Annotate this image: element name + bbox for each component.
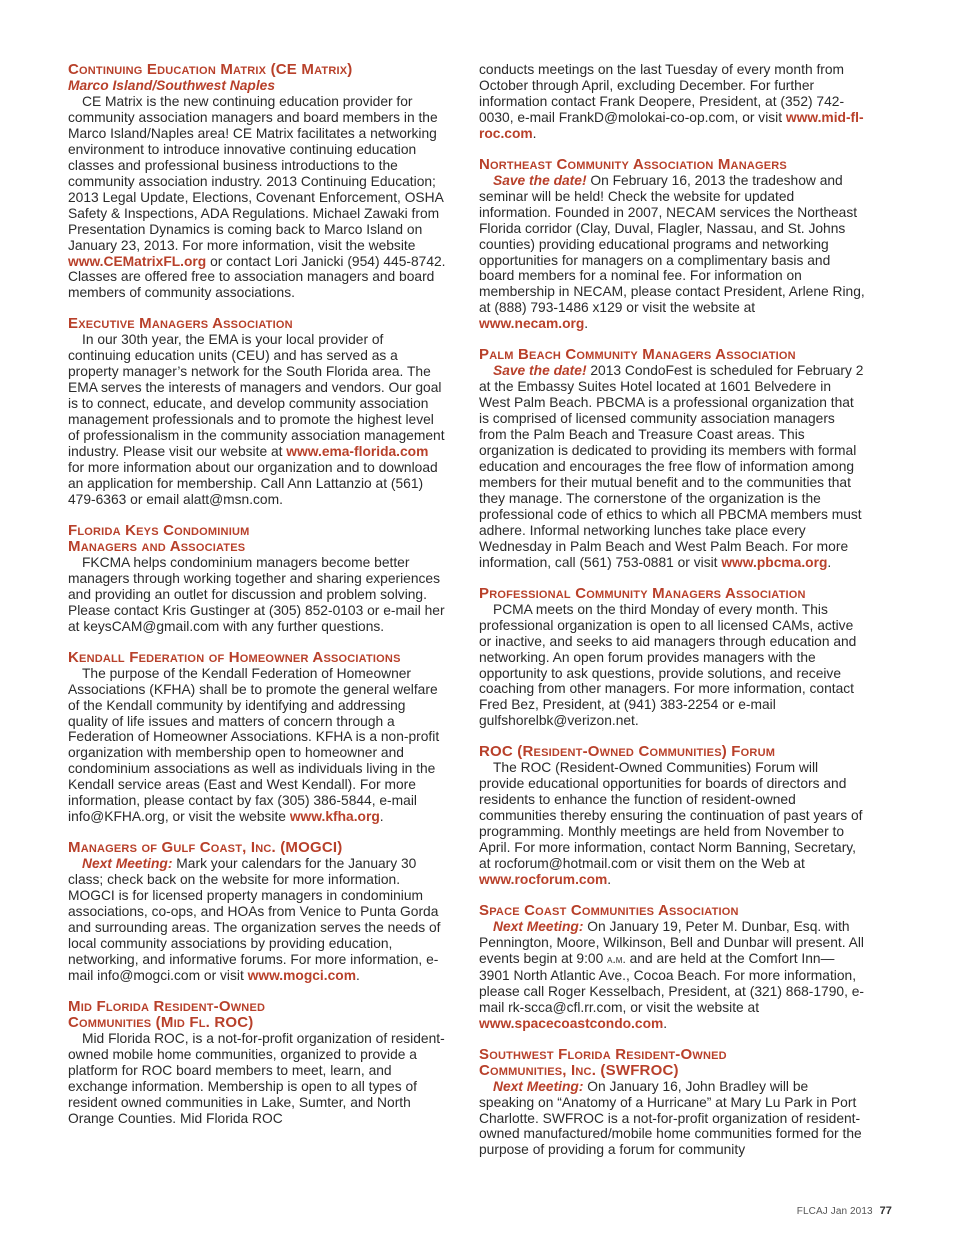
entry-heading: Kendall Federation of Homeowner Associations	[68, 648, 401, 666]
body-text: Mark your calendars for the January 30 class; check back on the website for more information. MOGCI is for licensed property managers in condominium associations, co-ops, and HOAs from Venice to Punta Gorda and surrounding areas. The organization serves the needs of local community associations by providing education, networking, and informative forums. For more information, e-mail info@mogci.com or visit	[68, 856, 441, 983]
body-text: On January 19, Peter M. Dunbar, Esq. with Pennington, Moore, Wilkinson, Bell and Dunbar will present. All events begin at 9:00	[479, 918, 864, 966]
page-number: 77	[879, 1205, 892, 1217]
body-text: In our 30th year, the EMA is your local provider of continuing education units (CEU) and has served as a property manager’s network for the South Florida area. The EMA serves the interests of managers and vendors. Our goal is to connect, educate, and develop community association management professionals and to promote the highest level of professionalism in the community association management industry. Please visit our website at	[68, 332, 445, 460]
entry-body	[68, 666, 448, 826]
entry-body	[68, 555, 448, 635]
website-link[interactable]: www.pbcma.org	[721, 554, 828, 570]
entry-fkcma	[68, 523, 448, 635]
body-text: .	[607, 871, 612, 887]
entry-pbcma	[479, 347, 865, 570]
entry-subheading: Marco Island/Southwest Naples	[68, 78, 276, 93]
lead-label: Next Meeting:	[82, 856, 173, 872]
entry-body	[479, 602, 865, 730]
entry-ema	[68, 316, 448, 507]
website-link[interactable]: www.ema-florida.com	[286, 444, 429, 460]
body-text: On January 16, John Bradley will be speaking on “Anatomy of a Hurricane” at Mary Lu Park in Port Charlotte. SWFROC is a not-for-profit organization of resident-owned manufactured/mobile home communities formed for the purpose of providing a forum for community	[479, 1078, 862, 1158]
entry-heading: Palm Beach Community Managers Association	[479, 346, 796, 364]
website-link[interactable]: www.mid-fl-roc.com	[479, 109, 864, 141]
website-link[interactable]: www.CEMatrixFL.org	[68, 253, 207, 269]
body-text: .	[584, 316, 589, 332]
lead-label: Save the date!	[493, 172, 587, 188]
entry-body	[479, 1079, 865, 1159]
page-footer	[797, 1205, 892, 1217]
body-text: .	[355, 967, 360, 983]
entry-body	[68, 1031, 448, 1127]
website-link[interactable]: www.mogci.com	[247, 967, 356, 983]
body-text: 2013 CondoFest is scheduled for February 2 at the Embassy Suites Hotel located at 1601 Belvedere in West Palm Beach. PBCMA is a professional organization that is comprised of licensed community association managers from the Palm Beach and Treasure Coast areas. This organization is dedicated to providing its members with formal education and encourages the free flow of information among members for their mutual benefit and to the communities that they manage. The cornerstone of the organization is the professional code of ethics to which all PBCMA members must adhere. Informal networking lunches take place every Wednesday in Palm Beach and West Palm Beach. For more information, call (561) 753-0881 or visit	[479, 363, 864, 570]
issue-date: Jan 2013	[830, 1206, 873, 1217]
entry-heading: Professional Community Managers Association	[479, 584, 806, 602]
entry-body	[68, 332, 448, 507]
entry-roc-forum	[479, 744, 865, 888]
entry-heading: Florida Keys Condominium	[68, 521, 250, 539]
entry-mid-fl-roc	[68, 999, 448, 1127]
website-link[interactable]: www.spacecoastcondo.com	[479, 1015, 664, 1031]
entry-body	[479, 919, 865, 1032]
entry-heading: Managers and Associates	[68, 537, 246, 555]
entry-body	[479, 363, 865, 570]
body-text: .	[663, 1015, 668, 1031]
right-column	[479, 62, 865, 1173]
body-text: .	[532, 125, 537, 141]
body-text: for more information about our organization and to download an application for membership. Call Ann Lattanzio at (561) 479-6363 or email alatt@msn.com.	[68, 460, 438, 507]
entry-heading: Southwest Florida Resident-Owned	[479, 1045, 727, 1063]
entry-mogci	[68, 840, 448, 984]
body-text: Mid Florida ROC, is a not-for-profit organization of resident-owned mobile home communities, organized to provide a platform for ROC board members to meet, learn, and exchange information. Membership is open to all types of resident owned communities in Lake, Sumter, and North Orange Counties. Mid Florida ROC	[68, 1030, 445, 1126]
body-text: conducts meetings on the last Tuesday of every month from October through April, excluding December. For further information contact Frank Deopere, President, at (352) 742-0030, e-mail FrankD@molokai-co-op.com, or visit	[479, 62, 845, 125]
body-text: .	[827, 554, 832, 570]
entry-necam	[479, 157, 865, 333]
body-text: or contact Lori Janicki (954) 445-8742. Classes are offered free to association managers and board members of community associations.	[68, 253, 446, 301]
left-column	[68, 62, 448, 1142]
entry-heading: Continuing Education Matrix (CE Matrix)	[68, 61, 353, 78]
body-text: .	[379, 809, 384, 825]
website-link[interactable]: www.kfha.org	[289, 809, 380, 825]
lead-label: Next Meeting:	[493, 918, 584, 934]
entry-body	[479, 760, 865, 888]
body-text: CE Matrix is the new continuing education provider for community association managers and board members in the Marco Island/Naples area! CE Matrix facilitates a networking environment to introduce innovative continuing education classes and professional business introductions to the community association industry. 2013 Continuing Education; 2013 Legal Update, Elections, Covenant Enforcement, OSHA Safety & Inspections, ADA Regulations. Michael Zawaki from Presentation Dynamics is coming back to Marco Island on January 23, 2013. For more information, visit the website	[68, 94, 444, 253]
body-text: FKCMA helps condominium managers become better managers through working together and sharing experiences and providing an outlet for discussion and problem solving. Please contact Kris Gustinger at (305) 852-0103 or e-mail her at keysCAM@gmail.com with any further questions.	[68, 554, 445, 634]
entry-mid-fl-roc-continued	[479, 62, 865, 142]
entry-body	[68, 856, 448, 984]
lead-label: Save the date!	[493, 363, 587, 379]
entry-heading: ROC (Resident-Owned Communities) Forum	[479, 743, 776, 761]
body-text: The purpose of the Kendall Federation of Homeowner Associations (KFHA) shall be to promote the general welfare of the Kendall community by identifying and addressing quality of life issues and matters of concern through a Federation of Homeowner Associations. KFHA is a non-profit organization with membership open to homeowner and condominium associations as well as individuals living in the Kendall service areas (East and West Kendall). For more information, please contact by fax (305) 386-5844, e-mail info@KFHA.org, or visit the website	[68, 665, 440, 825]
entry-body	[479, 62, 865, 142]
entry-scca	[479, 903, 865, 1032]
body-text: and are held at the Comfort Inn—3901 North Atlantic Ave., Cocoa Beach. For more information, please call Roger Kesselbach, President, at (321) 868-1790, e-mail rk-scca@cfl.rr.com, or visit the website at	[479, 950, 865, 1015]
entry-heading: Executive Managers Association	[68, 315, 293, 333]
website-link[interactable]: www.rocforum.com	[479, 871, 608, 887]
website-link[interactable]: www.necam.org	[479, 316, 585, 332]
entry-swfroc	[479, 1047, 865, 1159]
entry-heading: Communities, Inc. (SWFROC)	[479, 1061, 679, 1079]
entry-heading: Managers of Gulf Coast, Inc. (MOGCI)	[68, 839, 343, 857]
body-text: PCMA meets on the third Monday of every month. This professional organization is open to all licensed CAMs, active or inactive, and seeks to aid managers through education and networking. An open forum provides managers with the opportunity to ask questions, provide solutions, and receive coaching from other managers. For more information, contact Fred Bez, President, at (941) 383-2254 or e-mail gulfshorelbk@verizon.net.	[479, 601, 857, 729]
entry-ce-matrix	[68, 62, 448, 301]
lead-label: Next Meeting:	[493, 1078, 584, 1094]
body-text: On February 16, 2013 the tradeshow and seminar will be held! Check the website for updated information. Founded in 2007, NECAM services the Northeast Florida corridor (Clay, Duval, Flagler, Nassau, and St. Johns counties) providing educational programs and networking opportunities for managers on a complimentary basis and board members for a nominal fee. For information on membership in NECAM, please contact President, Arlene Ring, at (888) 793-1486 x129 or visit the website at	[479, 172, 865, 316]
entry-heading: Mid Florida Resident-Owned	[68, 997, 266, 1015]
time-suffix: a.m.	[607, 951, 626, 966]
entry-heading: Space Coast Communities Association	[479, 901, 739, 919]
publication-name: FLCAJ	[796, 1206, 828, 1217]
entry-heading: Communities (Mid Fl. ROC)	[68, 1013, 254, 1031]
body-text: The ROC (Resident-Owned Communities) Forum will provide educational opportunities for boards of directors and residents to enhance the function of resident-owned communities thereby ensuring the continuation of past years of programming. Monthly meetings are held from November to April. For more information, contact Norm Banning, Secretary, at rocforum@hotmail.com or visit them on the Web at	[479, 760, 863, 872]
entry-heading: Northeast Community Association Managers	[479, 155, 787, 173]
entry-body	[68, 94, 448, 301]
entry-body	[479, 173, 865, 333]
entry-pcma	[479, 586, 865, 730]
entry-kfha	[68, 650, 448, 826]
